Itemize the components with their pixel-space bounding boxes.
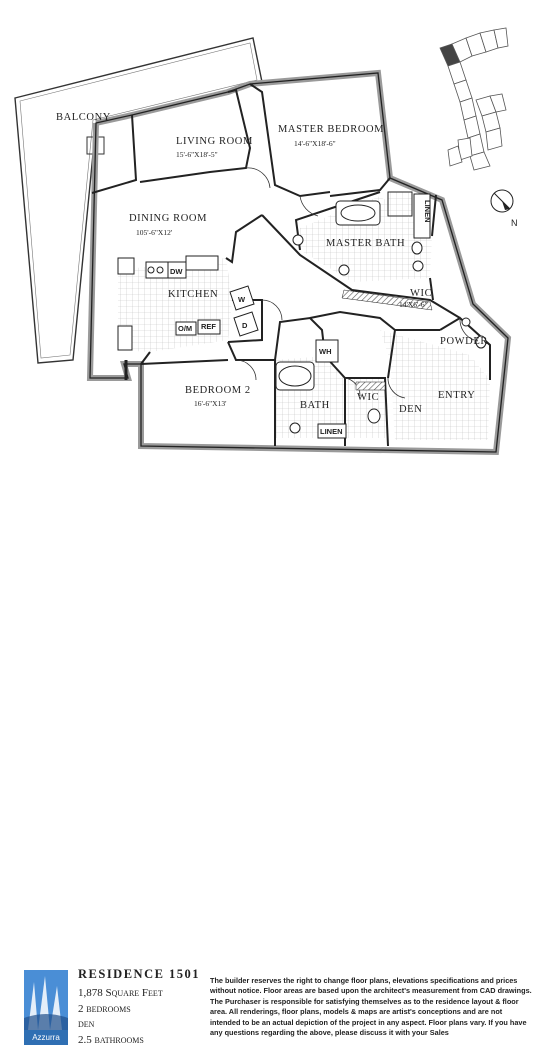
bath2-label: BATH bbox=[300, 400, 330, 411]
bedroom2-label: BEDROOM 2 bbox=[185, 385, 251, 396]
compass-n-label: N bbox=[511, 218, 518, 228]
master-bath-label: MASTER BATH bbox=[326, 238, 405, 249]
master-bedroom-label: MASTER BEDROOM bbox=[278, 124, 384, 135]
bedroom2-dim: 16'-6"X13' bbox=[194, 399, 227, 408]
wic-bed2-label: WIC bbox=[357, 392, 379, 403]
dining-room-label: DINING ROOM bbox=[129, 213, 207, 224]
balcony-label: BALCONY bbox=[56, 112, 111, 123]
oven-microwave-label: O/M bbox=[178, 324, 192, 333]
linen-master-label: LINEN bbox=[423, 200, 432, 223]
spec-bedrooms: 2 bedrooms bbox=[78, 1002, 163, 1018]
spec-bathrooms: 2.5 bathrooms bbox=[78, 1033, 163, 1048]
residence-title: RESIDENCE 1501 bbox=[78, 967, 200, 982]
master-bedroom-dim: 14'-6"X18'-6" bbox=[294, 139, 336, 148]
plan-footer bbox=[0, 480, 550, 588]
logo-wordmark: Azzurra bbox=[32, 1033, 60, 1042]
washer-label: W bbox=[238, 295, 246, 304]
spec-square-feet: 1,878 Square Feet bbox=[78, 986, 163, 1002]
refrigerator-label: REF bbox=[201, 322, 216, 331]
den-label: DEN bbox=[399, 404, 422, 415]
powder-label: POWDER bbox=[440, 336, 488, 347]
living-room-label: LIVING ROOM bbox=[176, 136, 253, 147]
dryer-label: D bbox=[242, 321, 248, 330]
disclaimer-text: The builder reserves the right to change floor plans, elevations specifications and prices without notice. Floor areas are based upon the architect's measurement from CAD drawings. The Purchaser is responsible for satisfying themselves as to the residence layout & floor area. All renderings, floor plans, models & maps are artist's conceptions and are not intended to be an actual depiction of the project in any aspect. Floor plans vary. If you have any questions regarding the above, please discuss it with your Sales bbox=[210, 976, 532, 1038]
residence-specs bbox=[78, 986, 163, 1048]
water-heater-label: WH bbox=[319, 347, 332, 356]
compass bbox=[491, 190, 518, 228]
wic-master-dim: 14'X6'-6" bbox=[399, 300, 428, 309]
key-plan bbox=[440, 28, 508, 170]
azzurra-logo bbox=[24, 970, 68, 1045]
floor-plan bbox=[0, 0, 550, 480]
entry-label: ENTRY bbox=[438, 390, 475, 401]
living-room-dim: 15'-6"X18'-5" bbox=[176, 150, 218, 159]
dishwasher-label: DW bbox=[170, 267, 183, 276]
kitchen-label: KITCHEN bbox=[168, 289, 218, 300]
linen-bath-label: LINEN bbox=[320, 427, 343, 436]
dining-room-dim: 105'-6"X12' bbox=[136, 228, 173, 237]
wic-master-label: WIC bbox=[410, 288, 432, 299]
spec-den: den bbox=[78, 1017, 163, 1033]
